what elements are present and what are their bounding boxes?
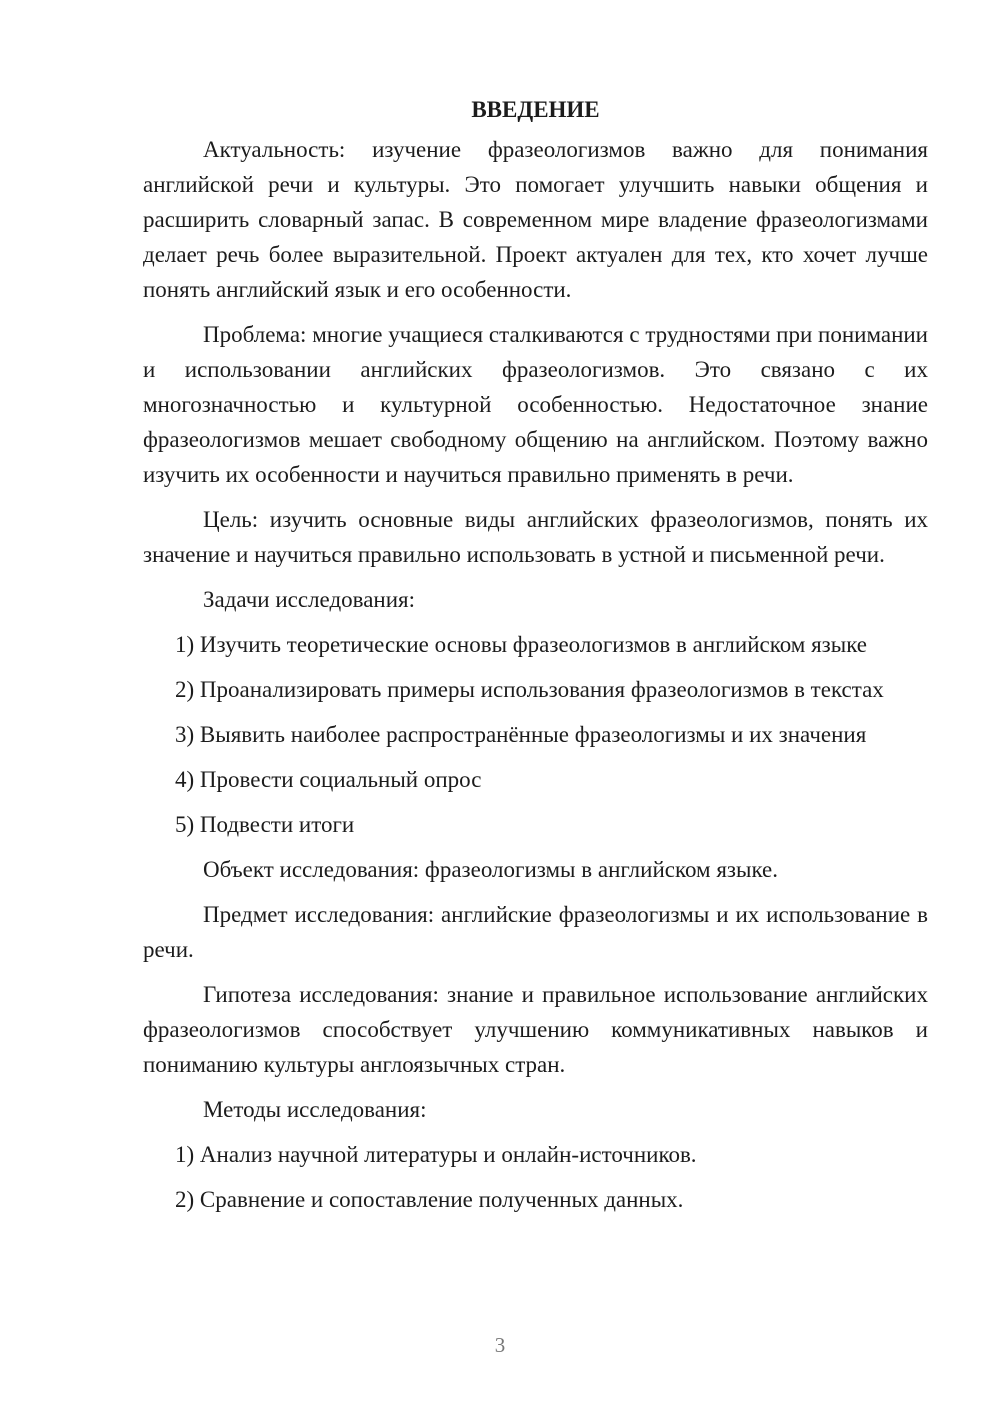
task-item: 4) Провести социальный опрос [175, 767, 482, 792]
page-number: 3 [494, 1333, 506, 1357]
section-title: ВВЕДЕНИЕ [471, 97, 600, 122]
relevance-paragraph: Актуальность: изучение фразеологизмов важно для понимания английской речи и культуры. Это помогает улучшить навыки общения и расширить словарный запас. В современном мире владение фразеологизмами делает речь более выразительной. Проект актуален для тех, кто хочет лучше понять английский язык и его особенности. [143, 137, 928, 302]
task-item: 5) Подвести итоги [175, 812, 355, 837]
tasks-heading: Задачи исследования: [203, 587, 416, 612]
subject-paragraph: Предмет исследования: английские фразеологизмы и их использование в речи. [143, 902, 928, 962]
task-item: 3) Выявить наиболее распространённые фразеологизмы и их значения [175, 722, 867, 747]
method-item: 2) Сравнение и сопоставление полученных данных. [175, 1187, 684, 1212]
task-item: 2) Проанализировать примеры использования фразеологизмов в текстах [175, 677, 884, 702]
document-page [143, 92, 928, 1227]
problem-paragraph: Проблема: многие учащиеся сталкиваются с трудностями при понимании и использовании английских фразеологизмов. Это связано с их многозначностью и культурной особенностью. Недостаточное знание фразеологизмов мешает свободному общению на английском. Поэтому важно изучить их особенности и научиться правильно применять в речи. [143, 322, 928, 487]
goal-paragraph: Цель: изучить основные виды английских фразеологизмов, понять их значение и научиться правильно использовать в устной и письменной речи. [143, 507, 928, 567]
methods-heading: Методы исследования: [203, 1097, 427, 1122]
task-item: 1) Изучить теоретические основы фразеологизмов в английском языке [175, 632, 868, 657]
hypothesis-paragraph: Гипотеза исследования: знание и правильное использование английских фразеологизмов способствует улучшению коммуникативных навыков и пониманию культуры англоязычных стран. [143, 982, 928, 1077]
object-paragraph: Объект исследования: фразеологизмы в английском языке. [203, 857, 779, 882]
method-item: 1) Анализ научной литературы и онлайн-источников. [175, 1142, 697, 1167]
